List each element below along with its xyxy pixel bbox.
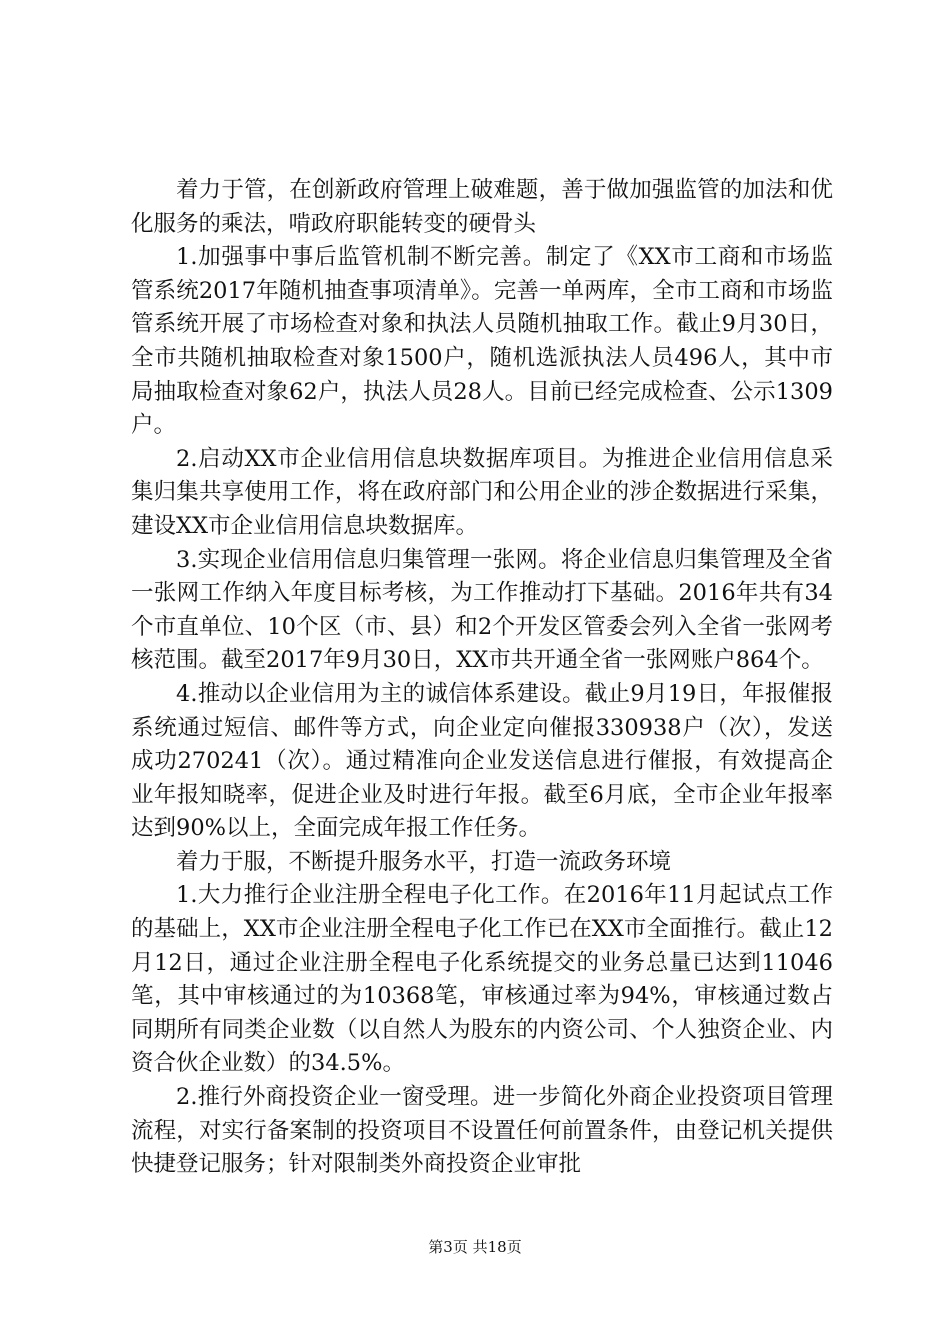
paragraph-service-item-2: 2.推行外商投资企业一窗受理。进一步简化外商企业投资项目管理流程，对实行备案制的投资项目不设置任何前置条件，由登记机关提供快捷登记服务；针对限制类外商投资企业审批 [131,1084,833,1178]
paragraph-item-1: 1.加强事中事后监管机制不断完善。制定了《XX市工商和市场监管系统2017年随机抽查事项清单》。完善一单两库，全市工商和市场监管系统开展了市场检查对象和执法人员随机抽取工作。截止9月30日，全市共随机抽取检查对象1500户，随机选派执法人员496人，其中市局抽取检查对象62户，执法人员28人。目前已经完成检查、公示1309户。 [131,244,833,439]
paragraph-item-3: 3.实现企业信用信息归集管理一张网。将企业信息归集管理及全省一张网工作纳入年度目标考核，为工作推动打下基础。2016年共有34个市直单位、10个区（市、县）和2个开发区管委会列入全省一张网考核范围。截至2017年9月30日，XX市共开通全省一张网账户864个。 [131,546,833,674]
document-body [131,174,833,1182]
section-heading-service: 着力于服，不断提升服务水平，打造一流政务环境 [176,848,672,875]
section-heading-supervision: 着力于管，在创新政府管理上破难题，善于做加强监管的加法和优化服务的乘法，啃政府职能转变的硬骨头 [131,177,833,237]
page-footer: 第3页 共18页 [428,1238,522,1256]
paragraph-item-2: 2.启动XX市企业信用信息块数据库项目。为推进企业信用信息采集归集共享使用工作，将在政府部门和公用企业的涉企数据进行采集，建设XX市企业信用信息块数据库。 [131,445,833,539]
paragraph-service-item-1: 1.大力推行企业注册全程电子化工作。在2016年11月起试点工作的基础上，XX市企业注册全程电子化工作已在XX市全面推行。截止12月12日，通过企业注册全程电子化系统提交的业务总量已达到11046笔，其中审核通过的为10368笔，审核通过率为94%，审核通过数占同期所有同类企业数（以自然人为股东的内资公司、个人独资企业、内资合伙企业数）的34.5%。 [131,882,833,1077]
paragraph-item-4: 4.推动以企业信用为主的诚信体系建设。截止9月19日，年报催报系统通过短信、邮件等方式，向企业定向催报330938户（次），发送成功270241（次）。通过精准向企业发送信息进行催报，有效提高企业年报知晓率，促进企业及时进行年报。截至6月底，全市企业年报率达到90%以上，全面完成年报工作任务。 [131,680,833,842]
